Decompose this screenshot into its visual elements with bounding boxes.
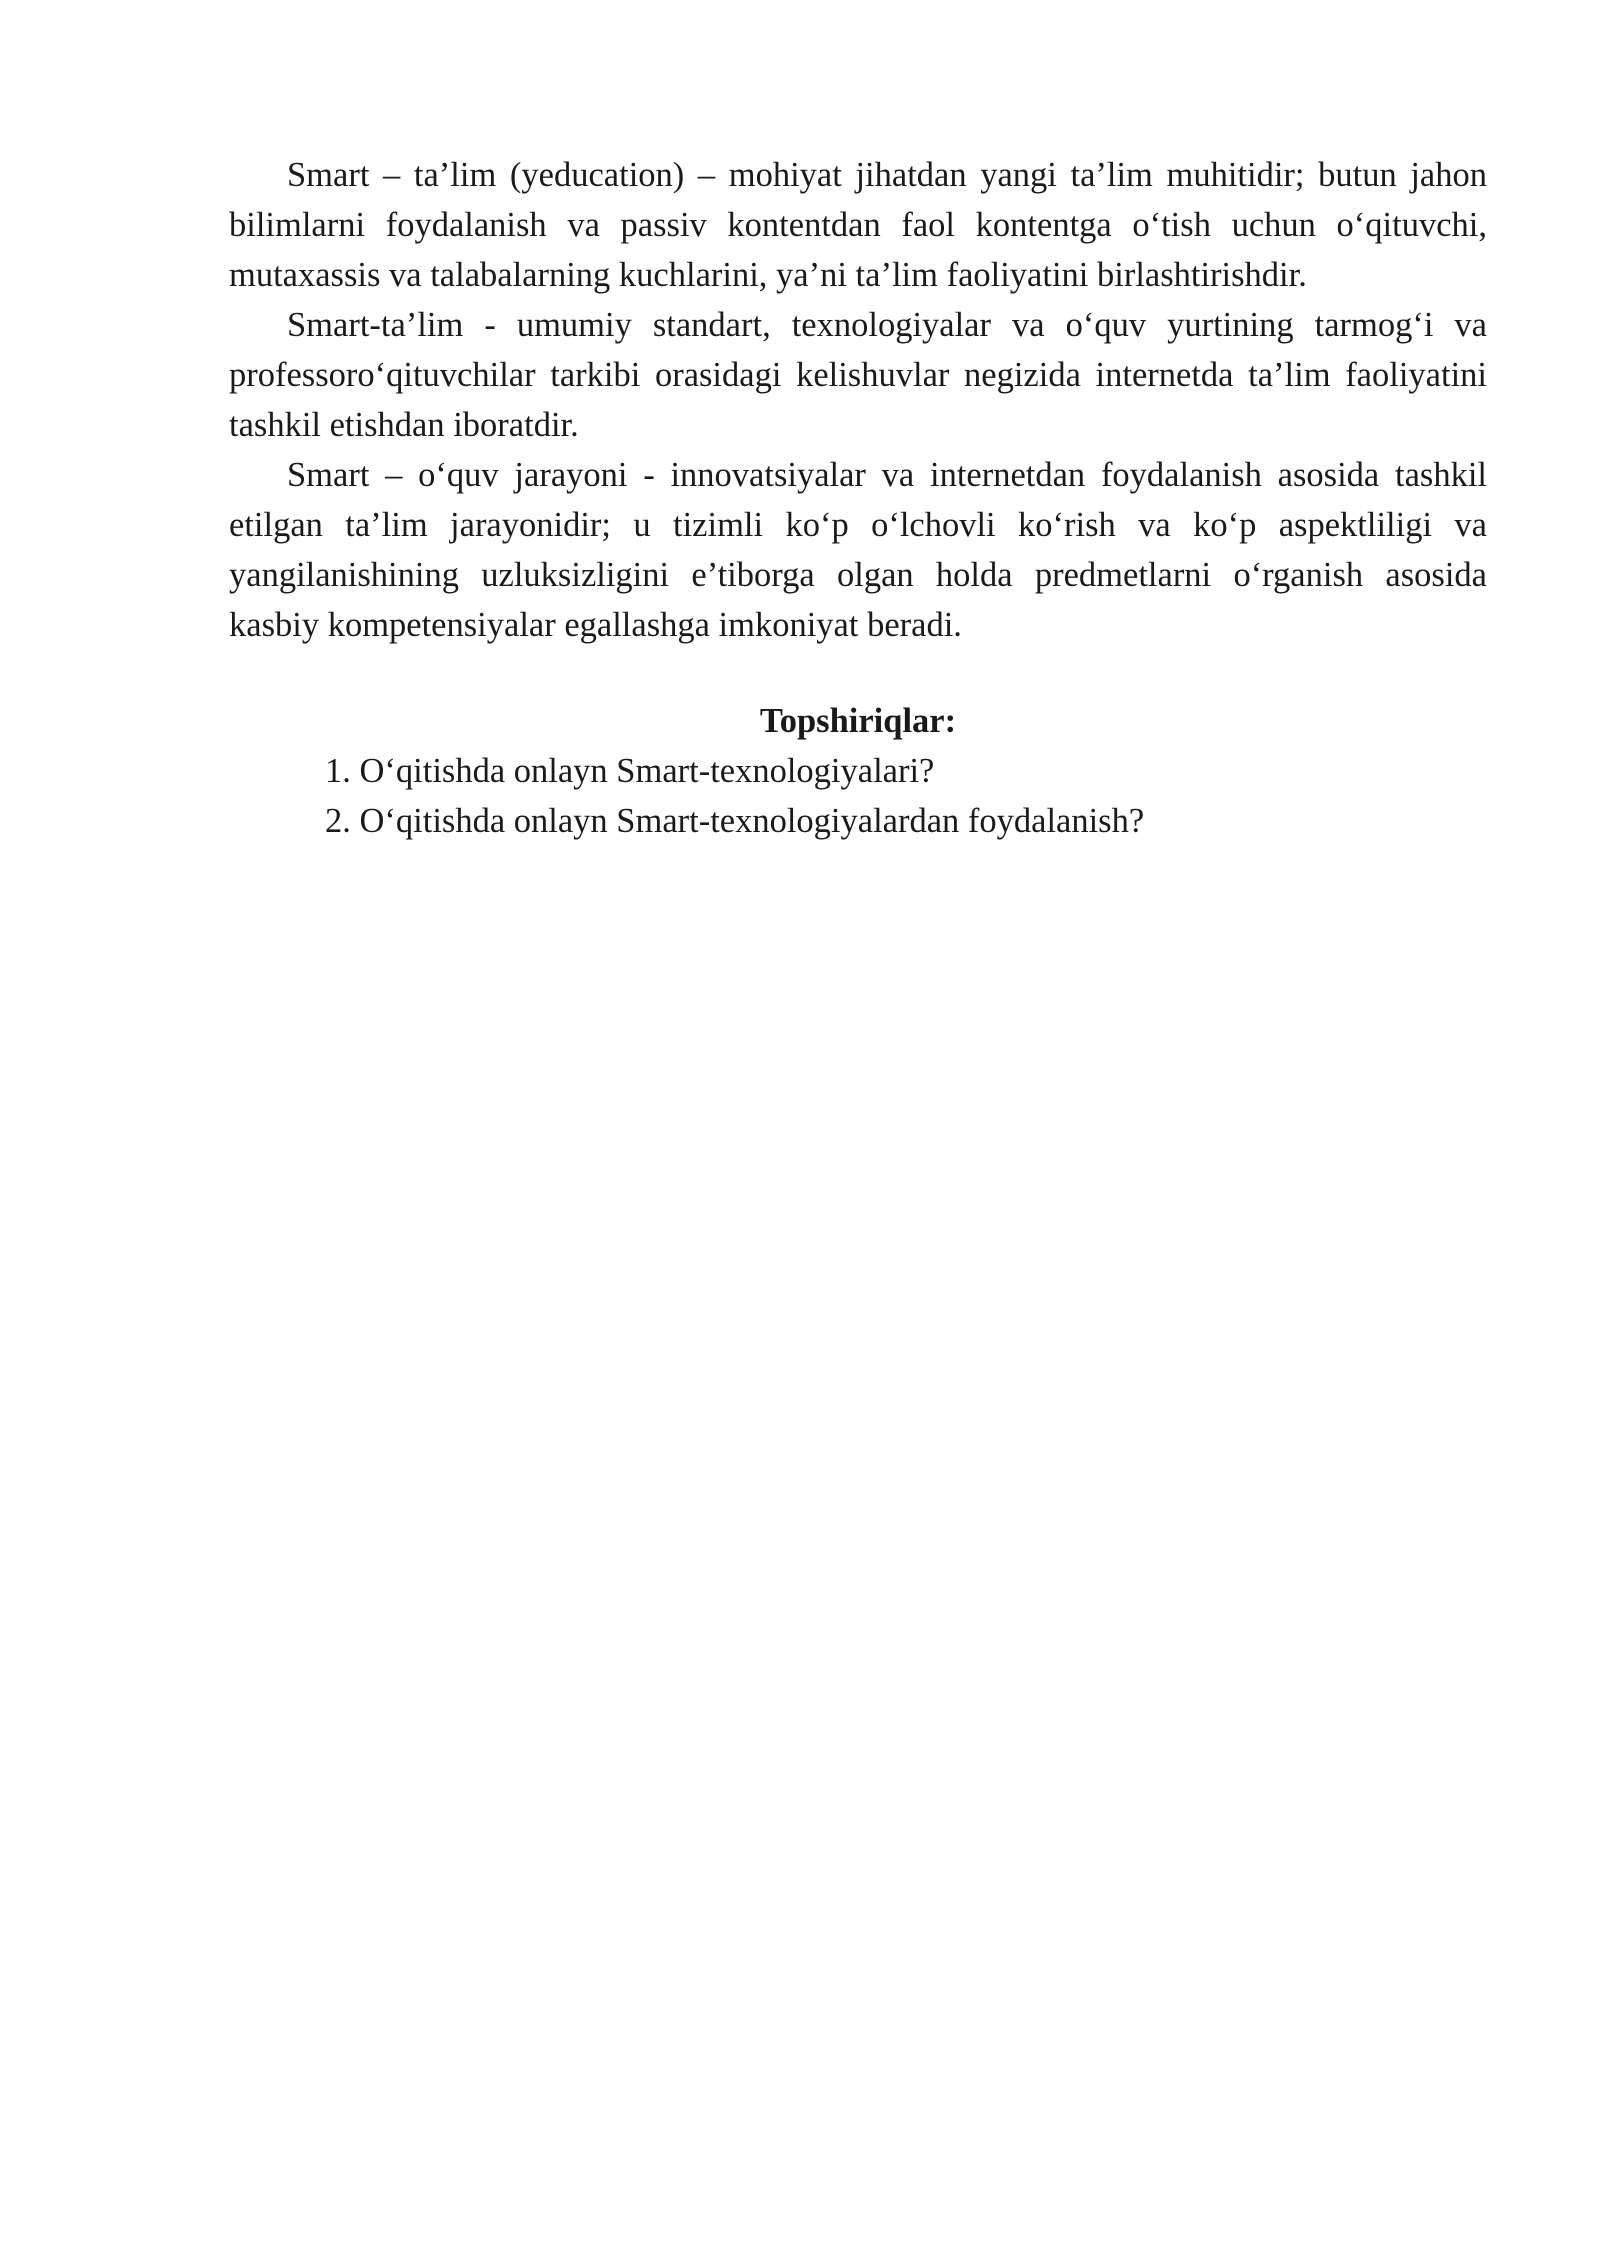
task-item: 2. O‘qitishda onlayn Smart-texnologiyalardan foydalanish? bbox=[325, 802, 1145, 840]
paragraph-smart-oquv-jarayoni: Smart – o‘quv jarayoni - innovatsiyalar va internetdan foydalanish asosida tashkil etilgan ta’lim jarayonidir; u tizimli ko‘p o‘lchovli ko‘rish va ko‘p aspektliligi va yangilanishining uzluksizligini e’tiborga olgan holda predmetlarni o‘rganish asosida kasbiy kompetensiyalar egallashga imkoniyat beradi. bbox=[229, 456, 1487, 644]
paragraph-smart-talim-organization: Smart-ta’lim - umumiy standart, texnologiyalar va o‘quv yurtining tarmog‘i va professoro‘qituvchilar tarkibi orasidagi kelishuvlar negizida internetda ta’lim faoliyatini tashkil etishdan iboratdir. bbox=[229, 306, 1487, 444]
tasks-list bbox=[229, 746, 1487, 846]
document-body bbox=[229, 150, 1487, 846]
paragraph-smart-talim-definition: Smart – ta’lim (yeducation) – mohiyat jihatdan yangi ta’lim muhitidir; butun jahon bilimlarni foydalanish va passiv kontentdan faol kontentga o‘tish uchun o‘qituvchi, mutaxassis va talabalarning kuchlarini, ya’ni ta’lim faoliyatini birlashtirishdir. bbox=[229, 156, 1487, 294]
tasks-heading: Topshiriqlar: bbox=[759, 702, 957, 740]
task-item: 1. O‘qitishda onlayn Smart-texnologiyalari? bbox=[325, 752, 935, 790]
